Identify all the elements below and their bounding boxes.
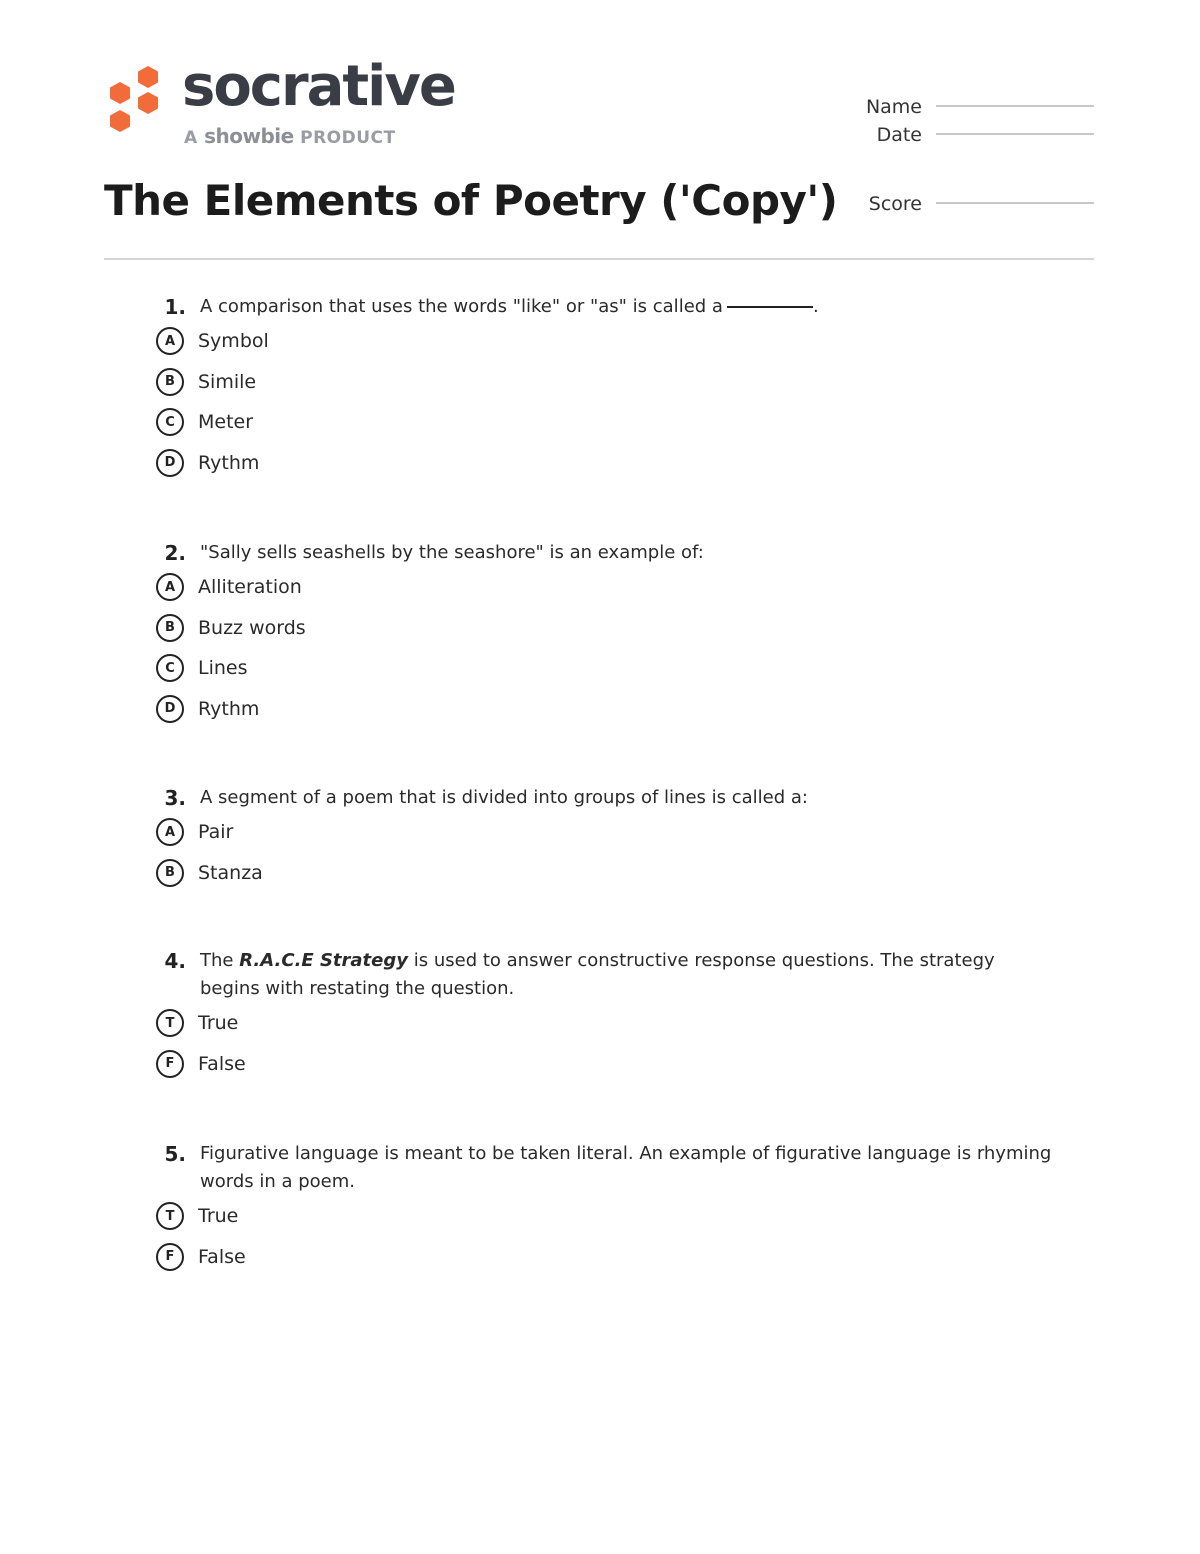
option-label: Alliteration xyxy=(198,576,302,599)
option-false[interactable] xyxy=(154,1044,1074,1085)
option-label: Simile xyxy=(198,370,257,393)
option-a[interactable] xyxy=(154,321,1074,362)
score-label: Score xyxy=(868,193,922,215)
option-bubble[interactable]: T xyxy=(156,1202,184,1230)
question-text-end: . xyxy=(812,296,819,317)
option-bubble[interactable]: C xyxy=(156,408,184,436)
logo-wordmark: socrative xyxy=(182,54,455,119)
question-text-emphasis: R.A.C.E Strategy xyxy=(239,950,408,971)
logo-tag-brand: showbie xyxy=(204,124,294,148)
question-2 xyxy=(154,539,1074,729)
date-field xyxy=(802,124,1094,146)
option-true[interactable] xyxy=(154,1003,1074,1044)
score-line[interactable] xyxy=(936,201,1094,204)
answer-blank xyxy=(727,305,813,308)
question-4 xyxy=(154,947,1074,1084)
date-label: Date xyxy=(876,124,922,146)
option-b[interactable] xyxy=(154,853,1074,894)
option-bubble[interactable]: D xyxy=(156,695,184,723)
hexagon-cluster-icon xyxy=(104,64,166,144)
question-text xyxy=(200,947,1060,1003)
option-d[interactable] xyxy=(154,689,1074,730)
question-text-after: is used to answer constructive response questions. The strategy begins with restating the question. xyxy=(200,950,995,999)
option-label: Symbol xyxy=(198,330,269,353)
option-bubble[interactable]: C xyxy=(156,654,184,682)
option-bubble[interactable]: T xyxy=(156,1009,184,1037)
option-label: True xyxy=(198,1012,239,1035)
option-label: False xyxy=(198,1245,246,1268)
option-bubble[interactable]: F xyxy=(156,1050,184,1078)
option-label: Pair xyxy=(198,821,234,844)
question-number: 3. xyxy=(164,786,186,810)
page-title: The Elements of Poetry ('Copy') xyxy=(104,176,838,225)
option-a[interactable] xyxy=(154,567,1074,608)
option-b[interactable] xyxy=(154,608,1074,649)
logo-tag-prefix: A xyxy=(184,128,198,148)
logo-tagline xyxy=(184,124,396,148)
option-a[interactable] xyxy=(154,812,1074,853)
option-d[interactable] xyxy=(154,443,1074,484)
option-label: Rythm xyxy=(198,697,260,720)
question-number: 1. xyxy=(164,295,186,319)
question-text: A segment of a poem that is divided into groups of lines is called a: xyxy=(200,787,808,808)
option-label: Rythm xyxy=(198,451,260,474)
option-bubble[interactable]: A xyxy=(156,573,184,601)
option-bubble[interactable]: A xyxy=(156,327,184,355)
date-line[interactable] xyxy=(936,132,1094,135)
option-true[interactable] xyxy=(154,1196,1074,1237)
question-number: 5. xyxy=(164,1142,186,1166)
option-bubble[interactable]: F xyxy=(156,1243,184,1271)
option-bubble[interactable]: D xyxy=(156,449,184,477)
question-text-before: The xyxy=(200,950,234,971)
question-number: 4. xyxy=(164,949,186,973)
question-text xyxy=(200,293,819,321)
question-text: "Sally sells seashells by the seashore" is an example of: xyxy=(200,542,704,563)
question-text-main: A comparison that uses the words "like" or "as" is called a xyxy=(200,296,723,317)
question-3 xyxy=(154,784,1074,893)
option-label: Lines xyxy=(198,657,248,680)
question-text: Figurative language is meant to be taken literal. An example of figurative language is rhyming words in a poem. xyxy=(200,1143,1052,1192)
logo-tag-suffix: PRODUCT xyxy=(300,128,396,148)
option-bubble[interactable]: B xyxy=(156,368,184,396)
option-label: False xyxy=(198,1052,246,1075)
option-label: Meter xyxy=(198,411,254,434)
option-b[interactable] xyxy=(154,362,1074,403)
question-5 xyxy=(154,1140,1074,1277)
option-bubble[interactable]: B xyxy=(156,859,184,887)
option-c[interactable] xyxy=(154,402,1074,443)
option-bubble[interactable]: B xyxy=(156,614,184,642)
option-c[interactable] xyxy=(154,648,1074,689)
question-1 xyxy=(154,293,1074,483)
question-number: 2. xyxy=(164,541,186,565)
header-divider xyxy=(104,258,1094,260)
option-false[interactable] xyxy=(154,1237,1074,1278)
name-field xyxy=(802,96,1094,118)
name-line[interactable] xyxy=(936,104,1094,107)
socrative-logo xyxy=(104,54,464,154)
option-bubble[interactable]: A xyxy=(156,818,184,846)
score-field xyxy=(802,193,1094,215)
option-label: Stanza xyxy=(198,861,263,884)
name-label: Name xyxy=(865,96,922,118)
option-label: True xyxy=(198,1205,239,1228)
option-label: Buzz words xyxy=(198,616,306,639)
